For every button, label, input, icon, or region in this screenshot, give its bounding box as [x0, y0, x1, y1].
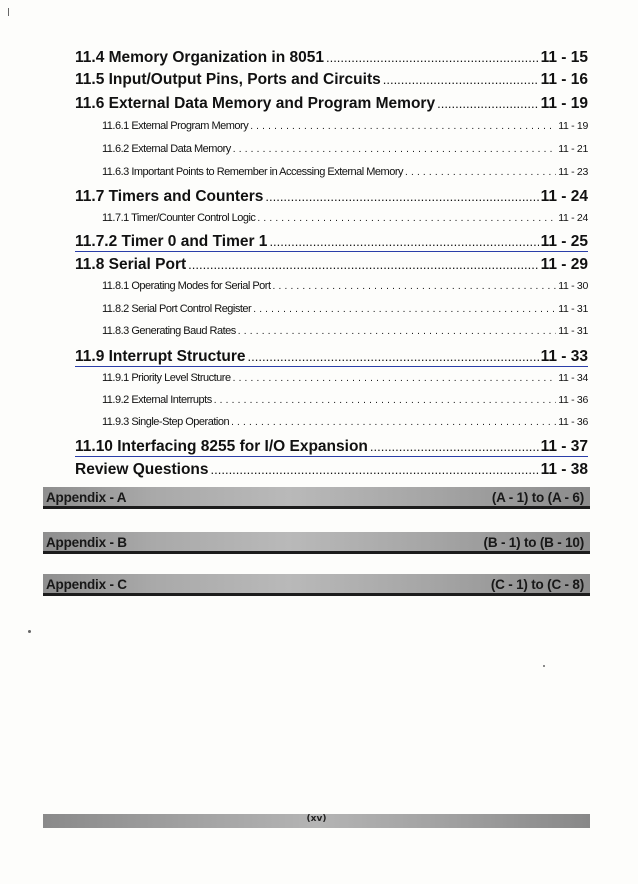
toc-entry[interactable] — [75, 438, 588, 457]
dot-leader — [231, 417, 556, 428]
toc-entry-page: 11 - 34 — [558, 372, 588, 384]
dot-leader — [238, 326, 556, 337]
toc-entry-page: 11 - 23 — [558, 166, 588, 178]
toc-entry[interactable] — [75, 233, 588, 252]
dot-leader — [405, 167, 556, 178]
toc-subentry — [102, 212, 588, 224]
toc-entry-title: 11.8.3 Generating Baud Rates — [102, 325, 236, 337]
toc-entry — [75, 95, 588, 113]
toc-entry-page: 11 - 24 — [540, 188, 588, 205]
dot-leader — [250, 121, 556, 132]
appendix-page-range: (A - 1) to (A - 6) — [491, 490, 584, 505]
dot-leader — [211, 462, 539, 477]
dot-leader — [233, 373, 557, 384]
appendix-bar[interactable] — [43, 532, 590, 554]
toc-entry-title: 11.7.1 Timer/Counter Control Logic — [102, 212, 256, 224]
toc-entry — [75, 49, 588, 67]
toc-entry-page: 11 - 38 — [540, 461, 588, 478]
dot-leader — [188, 257, 538, 272]
toc-subentry — [102, 166, 588, 178]
toc-entry-page: 11 - 36 — [558, 394, 588, 406]
toc-entry-page: 11 - 19 — [540, 95, 588, 112]
dot-leader — [370, 439, 539, 454]
toc-entry-title: 11.9.3 Single-Step Operation — [102, 416, 230, 428]
dot-leader — [233, 144, 556, 155]
toc-subentry — [102, 280, 588, 292]
dot-leader — [214, 395, 556, 406]
toc-entry-page: 11 - 30 — [558, 280, 588, 292]
scan-speck — [543, 665, 545, 667]
toc-entry — [75, 71, 588, 89]
toc-entry-title: 11.6.2 External Data Memory — [102, 143, 231, 155]
dot-leader — [269, 234, 538, 249]
footer-bar — [43, 814, 590, 828]
toc-entry-page: 11 - 16 — [540, 71, 588, 88]
appendix-bar[interactable] — [43, 574, 590, 596]
appendix-label: Appendix - A — [46, 490, 127, 505]
dot-leader — [273, 281, 557, 292]
toc-entry-page: 11 - 33 — [540, 348, 588, 365]
toc-subentry — [102, 143, 588, 155]
toc-entry-page: 11 - 21 — [558, 143, 588, 155]
toc-entry — [75, 461, 588, 479]
dot-leader — [248, 349, 539, 364]
toc-entry-title: 11.5 Input/Output Pins, Ports and Circuits — [75, 71, 381, 88]
toc-subentry — [102, 372, 588, 384]
toc-entry — [75, 256, 588, 274]
toc-entry-page: 11 - 37 — [540, 438, 588, 455]
toc-entry[interactable] — [75, 348, 588, 367]
scan-speck — [8, 8, 9, 16]
dot-leader — [265, 189, 538, 204]
toc-entry-page: 11 - 31 — [558, 303, 588, 315]
dot-leader — [383, 72, 539, 87]
toc-entry-title: 11.9 Interrupt Structure — [75, 348, 246, 365]
dot-leader — [326, 50, 539, 65]
toc-entry-title: Review Questions — [75, 461, 209, 478]
appendix-page-range: (B - 1) to (B - 10) — [483, 535, 584, 550]
toc-subentry — [102, 303, 588, 315]
toc-subentry — [102, 120, 588, 132]
toc-entry-title: 11.7.2 Timer 0 and Timer 1 — [75, 233, 268, 250]
toc-entry-title: 11.9.2 External Interrupts — [102, 394, 212, 406]
toc-entry-title: 11.6 External Data Memory and Program Memory — [75, 95, 436, 112]
appendix-label: Appendix - C — [46, 577, 127, 592]
toc-entry-page: 11 - 29 — [540, 256, 588, 273]
toc-entry-title: 11.4 Memory Organization in 8051 — [75, 49, 324, 66]
toc-entry-title: 11.7 Timers and Counters — [75, 188, 264, 205]
toc-entry-page: 11 - 19 — [558, 120, 588, 132]
dot-leader — [257, 213, 556, 224]
toc-subentry — [102, 394, 588, 406]
toc-entry-title: 11.8 Serial Port — [75, 256, 187, 273]
toc-entry-title: 11.8.2 Serial Port Control Register — [102, 303, 252, 315]
toc-entry-title: 11.6.3 Important Points to Remember in Accessing External Memory — [102, 166, 403, 178]
toc-entry-page: 11 - 24 — [558, 212, 588, 224]
toc-entry-page: 11 - 31 — [558, 325, 588, 337]
appendix-bar[interactable] — [43, 487, 590, 509]
dot-leader — [253, 304, 556, 315]
toc-entry — [75, 188, 588, 206]
appendix-page-range: (C - 1) to (C - 8) — [490, 577, 584, 592]
toc-entry-title: 11.6.1 External Program Memory — [102, 120, 249, 132]
dot-leader — [437, 96, 539, 111]
toc-subentry — [102, 416, 588, 428]
toc-entry-title: 11.10 Interfacing 8255 for I/O Expansion — [75, 438, 368, 455]
toc-subentry — [102, 325, 588, 337]
toc-entry-page: 11 - 36 — [558, 416, 588, 428]
toc-entry-title: 11.9.1 Priority Level Structure — [102, 372, 231, 384]
toc-entry-title: 11.8.1 Operating Modes for Serial Port — [102, 280, 271, 292]
toc-entry-page: 11 - 15 — [540, 49, 588, 66]
toc-entry-page: 11 - 25 — [540, 233, 588, 250]
scan-speck — [28, 630, 31, 633]
appendix-label: Appendix - B — [46, 535, 127, 550]
page-number: (xv) — [306, 814, 327, 824]
